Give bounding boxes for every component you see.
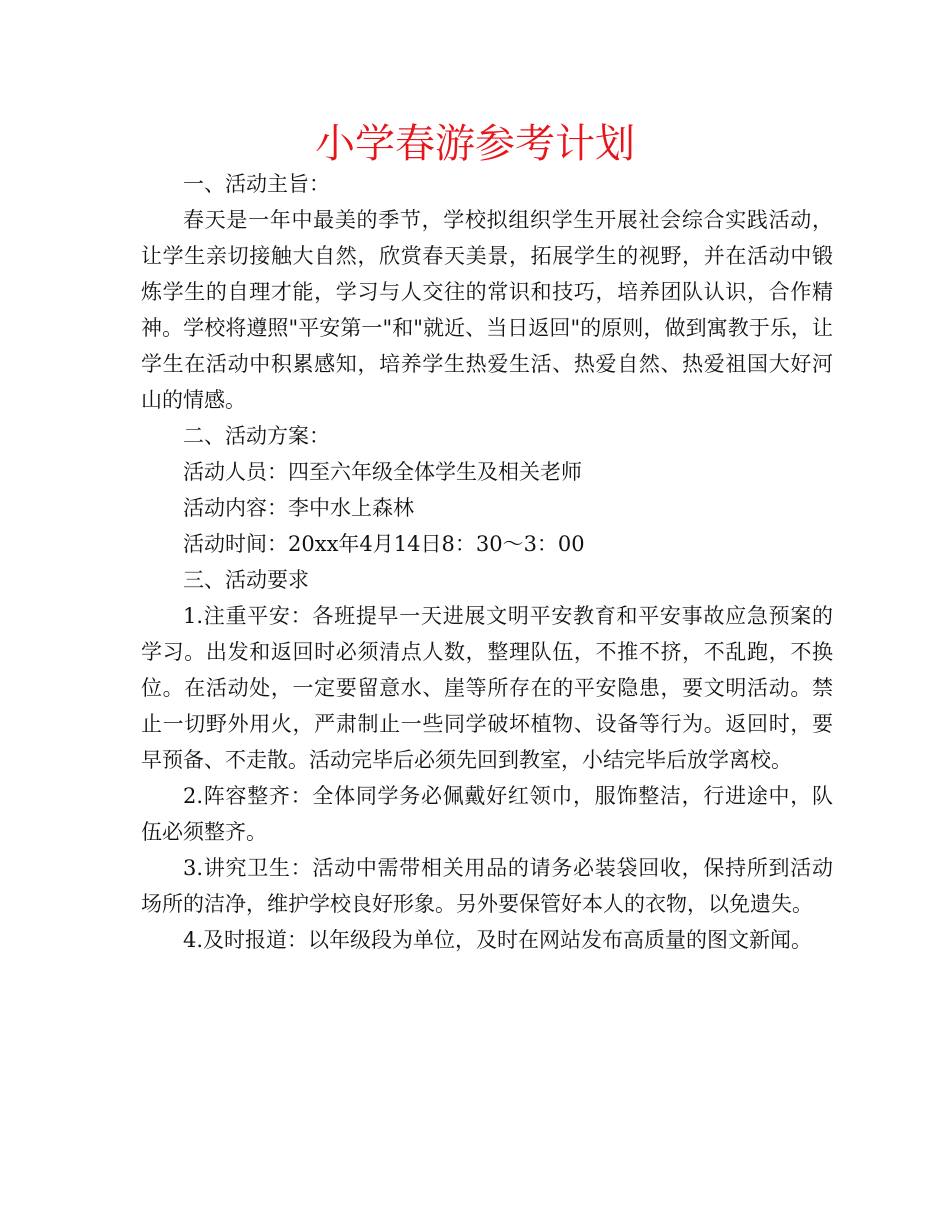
document-title: 小学春游参考计划 [315,121,635,167]
section-heading-plan: 二、活动方案： [183,424,330,448]
requirement-hygiene: 3.讲究卫生：活动中需带相关用品的请务必装袋回收，保持所到活动场所的洁净，维护学校良好形象。另外要保管好本人的衣物，以免遗失。 [141,856,833,916]
requirement-order: 2.阵容整齐：全体同学务必佩戴好红领巾，服饰整洁，行进途中，队伍必须整齐。 [141,784,833,844]
plan-time: 活动时间：20xx年4月14日8：30～3：00 [183,532,585,556]
plan-content: 活动内容：李中水上森林 [183,496,414,520]
requirement-safety: 1.注重平安：各班提早一天进展文明平安教育和平安事故应急预案的学习。出发和返回时必须清点人数，整理队伍，不推不挤，不乱跑，不换位。在活动处，一定要留意水、崖等所存在的平安隐患，要文明活动。禁止一切野外用火，严肃制止一些同学破坏植物、设备等行为。返回时，要早预备、不走散。活动完毕后必须先回到教室，小结完毕后放学离校。 [141,604,833,772]
section-heading-requirements: 三、活动要求 [183,568,309,592]
document-body [141,166,833,958]
section-heading-purpose: 一、活动主旨： [183,172,330,196]
purpose-paragraph: 春天是一年中最美的季节，学校拟组织学生开展社会综合实践活动，让学生亲切接触大自然，欣赏春天美景，拓展学生的视野，并在活动中锻炼学生的自理才能，学习与人交往的常识和技巧，培养团队认识，合作精神。学校将遵照"平安第一"和"就近、当日返回"的原则，做到寓教于乐，让学生在活动中积累感知，培养学生热爱生活、热爱自然、热爱祖国大好河山的情感。 [141,208,833,412]
plan-participants: 活动人员：四至六年级全体学生及相关老师 [183,460,582,484]
requirement-reporting: 4.及时报道：以年级段为单位，及时在网站发布高质量的图文新闻。 [183,928,813,952]
